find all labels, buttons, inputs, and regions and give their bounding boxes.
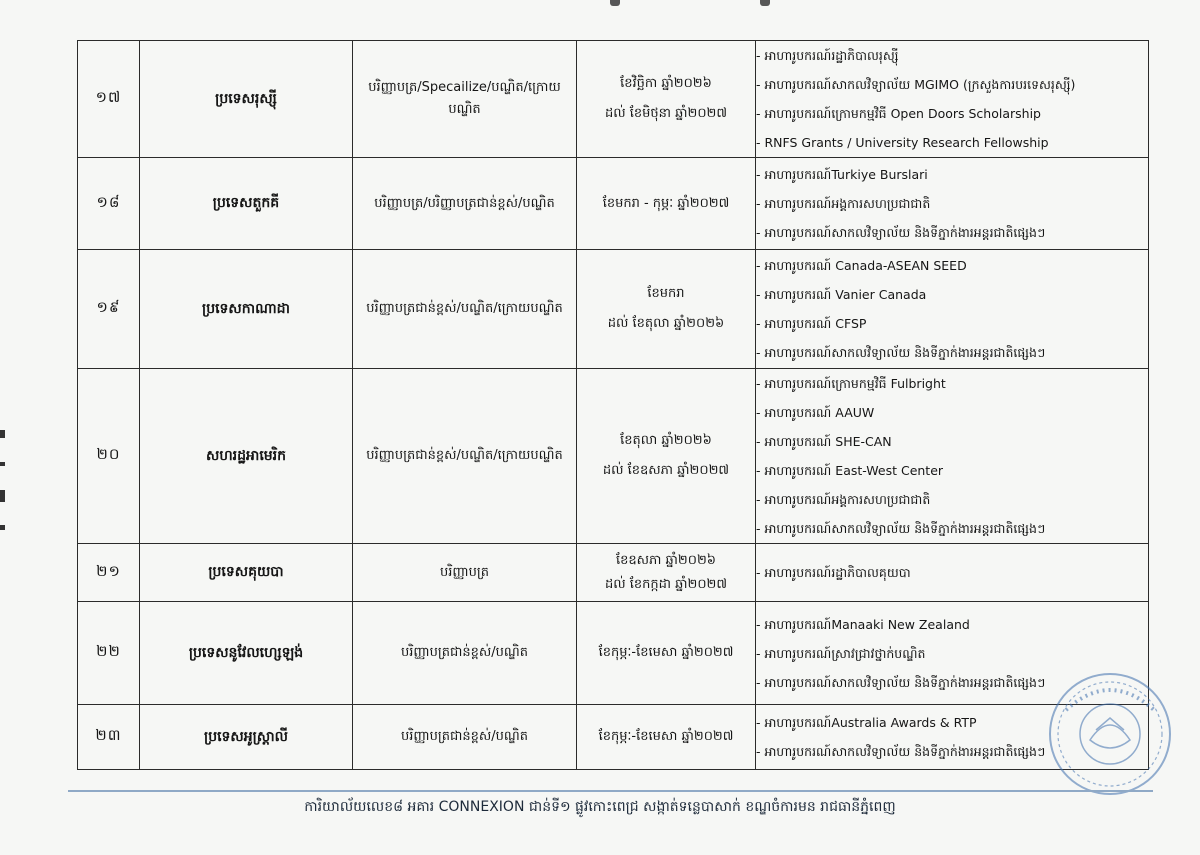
application-period bbox=[577, 544, 756, 602]
degree-level: បរិញ្ញាបត្រជាន់ខ្ពស់/បណ្ឌិត/ក្រោយបណ្ឌិត bbox=[353, 250, 577, 369]
scholarship-item: - អាហារូបករណ៍សាកលវិទ្យាល័យ និងទីភ្នាក់ងារអន្តរជាតិផ្សេងៗ bbox=[756, 225, 1046, 240]
scholarship-cell bbox=[756, 544, 1149, 602]
application-period bbox=[577, 41, 756, 158]
scholarship-item: - អាហារូបករណ៍រដ្ឋាភិបាលរុស្ស៊ី bbox=[756, 48, 899, 63]
scholarship-item: - អាហារូបករណ៍ Canada-ASEAN SEED bbox=[756, 258, 967, 273]
degree-level: បរិញ្ញាបត្រជាន់ខ្ពស់/បណ្ឌិត/ក្រោយបណ្ឌិត bbox=[353, 369, 577, 544]
application-period bbox=[577, 158, 756, 250]
scholarship-item: - អាហារូបករណ៍ SHE-CAN bbox=[756, 434, 892, 449]
scholarship-item: - អាហារូបករណ៍សាកលវិទ្យាល័យ និងទីភ្នាក់ងារអន្តរជាតិផ្សេងៗ bbox=[756, 345, 1046, 360]
table-row bbox=[78, 369, 1149, 544]
period-line: ដល់ ខែឧសភា ឆ្នាំ២០២៧ bbox=[602, 463, 730, 478]
degree-level: បរិញ្ញាបត្រជាន់ខ្ពស់/បណ្ឌិត bbox=[353, 602, 577, 705]
scholarship-cell bbox=[756, 158, 1149, 250]
scholarship-item: - អាហារូបករណ៍ AAUW bbox=[756, 405, 875, 420]
application-period bbox=[577, 250, 756, 369]
row-number: ១៧ bbox=[78, 41, 140, 158]
scholarship-item: - RNFS Grants / University Research Fellowship bbox=[756, 135, 1049, 150]
scholarship-list bbox=[756, 369, 1148, 543]
country-name: ប្រទេសរុស្ស៊ី bbox=[140, 41, 353, 158]
page-top-edge-marks bbox=[600, 0, 800, 10]
row-number: ២៣ bbox=[78, 705, 140, 770]
degree-level: បរិញ្ញាបត្រ bbox=[353, 544, 577, 602]
scholarship-item: - អាហារូបករណ៍សាកលវិទ្យាល័យ MGIMO (ក្រសួងការបរទេសរុស្ស៊ី) bbox=[756, 77, 1076, 92]
country-name: ប្រទេសកាណាដា bbox=[140, 250, 353, 369]
row-number: ២២ bbox=[78, 602, 140, 705]
table-row bbox=[78, 41, 1149, 158]
application-period bbox=[577, 369, 756, 544]
period-line: ខែឧសភា ឆ្នាំ២០២៦ bbox=[616, 552, 716, 568]
country-name: សហរដ្ឋអាមេរិក bbox=[140, 369, 353, 544]
degree-level: បរិញ្ញាបត្រ/Specailize/បណ្ឌិត/ក្រោយបណ្ឌិត bbox=[353, 41, 577, 158]
scholarship-list bbox=[756, 558, 1148, 587]
scholarship-item: - អាហារូបករណ៍ស្រាវជ្រាវថ្នាក់បណ្ឌិត bbox=[756, 645, 926, 661]
scholarship-item: - អាហារូបករណ៍អង្គការសហប្រជាជាតិ bbox=[756, 196, 931, 211]
application-period bbox=[577, 705, 756, 770]
scholarship-item: - អាហារូបករណ៍អង្គការសហប្រជាជាតិ bbox=[756, 492, 931, 507]
period-line: ដល់ ខែតុលា ឆ្នាំ២០២៦ bbox=[607, 316, 725, 331]
scholarship-list bbox=[756, 41, 1148, 157]
scholarship-cell bbox=[756, 250, 1149, 369]
table-row bbox=[78, 544, 1149, 602]
scholarship-item: - អាហារូបករណ៍ CFSP bbox=[756, 316, 867, 331]
row-number: ២១ bbox=[78, 544, 140, 602]
scholarship-item: - អាហារូបករណ៍ក្រោមកម្មវិធី Fulbright bbox=[756, 376, 946, 391]
country-name: ប្រទេសគុយបា bbox=[140, 544, 353, 602]
application-period bbox=[577, 602, 756, 705]
footer-address: ការិយាល័យលេខ៨ អគារ CONNEXION ជាន់ទី១ ផ្លូវកោះពេជ្រ សង្កាត់ទន្លេបាសាក់ ខណ្ឌចំការមន រាជធានីភ្នំពេញ bbox=[304, 799, 896, 815]
scholarship-table bbox=[77, 40, 1149, 770]
scholarship-cell bbox=[756, 41, 1149, 158]
period-line: ដល់ ខែមិថុនា ឆ្នាំ២០២៧ bbox=[604, 106, 728, 121]
table-row bbox=[78, 158, 1149, 250]
table-row bbox=[78, 602, 1149, 705]
scholarship-item: - អាហារូបករណ៍រដ្ឋាភិបាលគុយបា bbox=[756, 565, 911, 580]
degree-level: បរិញ្ញាបត្រជាន់ខ្ពស់/បណ្ឌិត bbox=[353, 705, 577, 770]
country-name: ប្រទេសអូស្ត្រាលី bbox=[140, 705, 353, 770]
table-row bbox=[78, 250, 1149, 369]
period-line: ខែមករា bbox=[647, 286, 685, 301]
country-name: ប្រទេសតួកគី bbox=[140, 158, 353, 250]
scan-edge-marks bbox=[0, 430, 6, 550]
period-line: ខែកុម្ភៈ-ខែមេសា ឆ្នាំ២០២៧ bbox=[598, 645, 734, 660]
degree-level: បរិញ្ញាបត្រ/បរិញ្ញាបត្រជាន់ខ្ពស់/បណ្ឌិត bbox=[353, 158, 577, 250]
scholarship-item: - អាហារូបករណ៍សាកលវិទ្យាល័យ និងទីភ្នាក់ងារអន្តរជាតិផ្សេងៗ bbox=[756, 521, 1046, 536]
official-stamp-icon bbox=[1046, 670, 1174, 798]
scholarship-cell bbox=[756, 369, 1149, 544]
period-line: ខែវិច្ឆិកា ឆ្នាំ២០២៦ bbox=[620, 76, 712, 91]
row-number: ២០ bbox=[78, 369, 140, 544]
scholarship-item: - អាហារូបករណ៍សាកលវិទ្យាល័យ និងទីភ្នាក់ងារអន្តរជាតិផ្សេងៗ bbox=[756, 674, 1046, 690]
scholarship-item: - អាហារូបករណ៍Manaaki New Zealand bbox=[756, 616, 970, 632]
period-line: ខែតុលា ឆ្នាំ២០២៦ bbox=[620, 433, 712, 448]
footer-divider bbox=[68, 790, 1153, 792]
period-line: ខែកុម្ភៈ-ខែមេសា ឆ្នាំ២០២៧ bbox=[598, 729, 734, 744]
table-row bbox=[78, 705, 1149, 770]
country-name: ប្រទេសនូវែលហ្សេឡង់ bbox=[140, 602, 353, 705]
period-line: ដល់ ខែកក្កដា ឆ្នាំ២០២៧ bbox=[604, 576, 728, 592]
scholarship-item: - អាហារូបករណ៍ Vanier Canada bbox=[756, 287, 927, 302]
period-line: ខែមករា - កុម្ភៈ ឆ្នាំ២០២៧ bbox=[602, 195, 730, 211]
scholarship-item: - អាហារូបករណ៍Turkiye Burslari bbox=[756, 167, 928, 182]
scholarship-list bbox=[756, 251, 1148, 367]
scholarship-item: - អាហារូបករណ៍ក្រោមកម្មវិធី Open Doors Scholarship bbox=[756, 106, 1041, 121]
row-number: ១៨ bbox=[78, 158, 140, 250]
scholarship-item: - អាហារូបករណ៍Australia Awards & RTP bbox=[756, 715, 977, 730]
scholarship-item: - អាហារូបករណ៍សាកលវិទ្យាល័យ និងទីភ្នាក់ងារអន្តរជាតិផ្សេងៗ bbox=[756, 744, 1046, 759]
row-number: ១៩ bbox=[78, 250, 140, 369]
scholarship-item: - អាហារូបករណ៍ East-West Center bbox=[756, 463, 944, 478]
scholarship-list bbox=[756, 160, 1148, 247]
